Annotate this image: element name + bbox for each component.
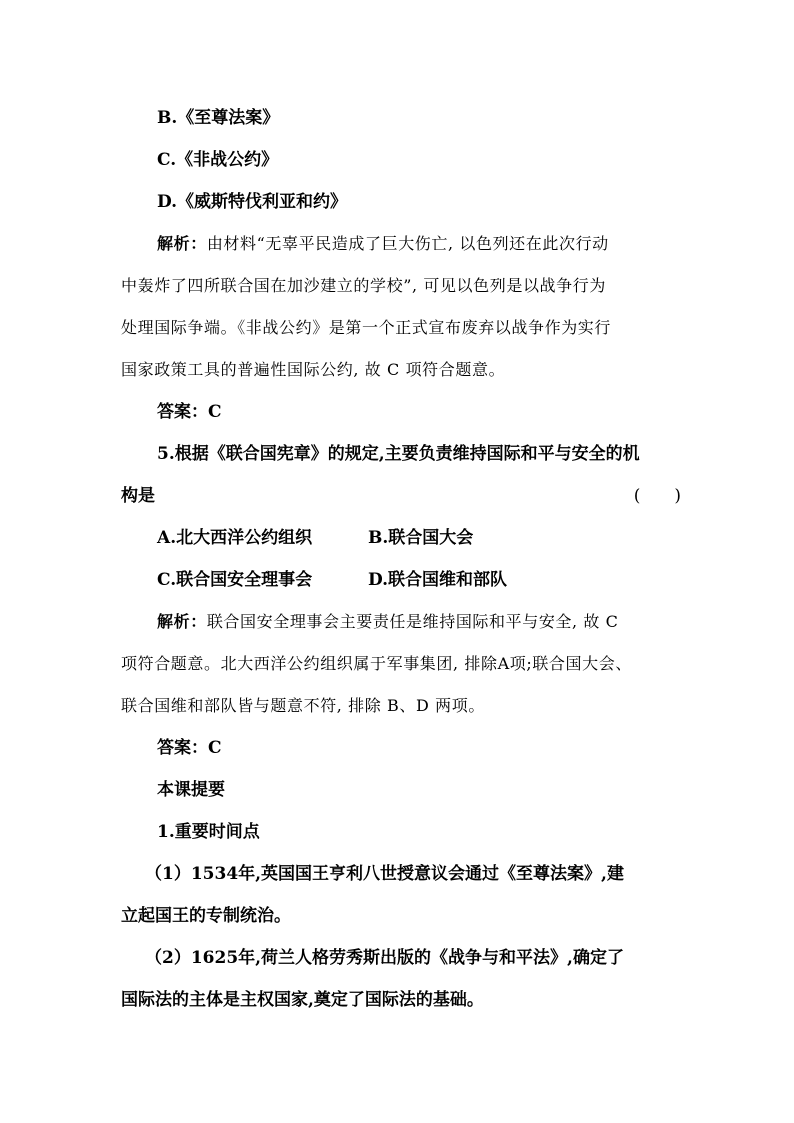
analysis-text: 由材料“无辜平民造成了巨大伤亡, 以色列还在此次行动	[206, 234, 609, 253]
q5-option-b: B.联合国大会	[368, 528, 474, 548]
answer-4: 答案：C	[157, 402, 222, 422]
summary-item-2-line-1: （2）1625年,荷兰人格劳秀斯出版的《战争与和平法》,确定了	[145, 948, 624, 968]
analysis-4-line-4: 国家政策工具的普遍性国际公约, 故 C 项符合题意。	[121, 360, 506, 379]
summary-item-1-line-2: 立起国王的专制统治。	[121, 906, 291, 926]
q5-option-a: A.北大西洋公约组织	[157, 528, 313, 548]
analysis-4-line-3: 处理国际争端。《非战公约》是第一个正式宣布废弃以战争作为实行	[121, 318, 612, 337]
options-row-2	[157, 568, 681, 592]
question-5-line-2	[121, 484, 681, 508]
question-5-line-1: 5.根据《联合国宪章》的规定,主要负责维持国际和平与安全的机	[157, 444, 640, 464]
answer-5: 答案：C	[157, 738, 222, 758]
option-b: B.《至尊法案》	[157, 108, 280, 128]
option-d: D.《威斯特伐利亚和约》	[157, 192, 348, 212]
analysis-4-line-2: 中轰炸了四所联合国在加沙建立的学校”, 可见以色列是以战争行为	[121, 276, 606, 295]
summary-subheading: 1.重要时间点	[157, 822, 260, 842]
analysis-4-line-1	[157, 232, 681, 256]
summary-item-2-line-2: 国际法的主体是主权国家,奠定了国际法的基础。	[121, 990, 484, 1010]
analysis-label: 解析：	[157, 234, 207, 253]
q5-option-c: C.联合国安全理事会	[157, 570, 313, 590]
analysis-5-line-2: 项符合题意。北大西洋公约组织属于军事集团, 排除A项;联合国大会、	[121, 654, 632, 673]
option-c: C.《非战公约》	[157, 150, 279, 170]
q5-option-d: D.联合国维和部队	[368, 570, 508, 590]
summary-heading: 本课提要	[157, 780, 225, 800]
answer-bracket: ( )	[633, 486, 681, 506]
question-5-stem-end: 构是	[121, 486, 155, 506]
analysis-5-line-1	[157, 610, 681, 634]
options-row-1	[157, 526, 681, 550]
analysis-text: 联合国安全理事会主要责任是维持国际和平与安全, 故 C	[206, 612, 619, 631]
summary-item-1-line-1: （1）1534年,英国国王亨利八世授意议会通过《至尊法案》,建	[145, 864, 624, 884]
analysis-label: 解析：	[157, 612, 207, 631]
analysis-5-line-3: 联合国维和部队皆与题意不符, 排除 B、D 两项。	[121, 696, 485, 715]
